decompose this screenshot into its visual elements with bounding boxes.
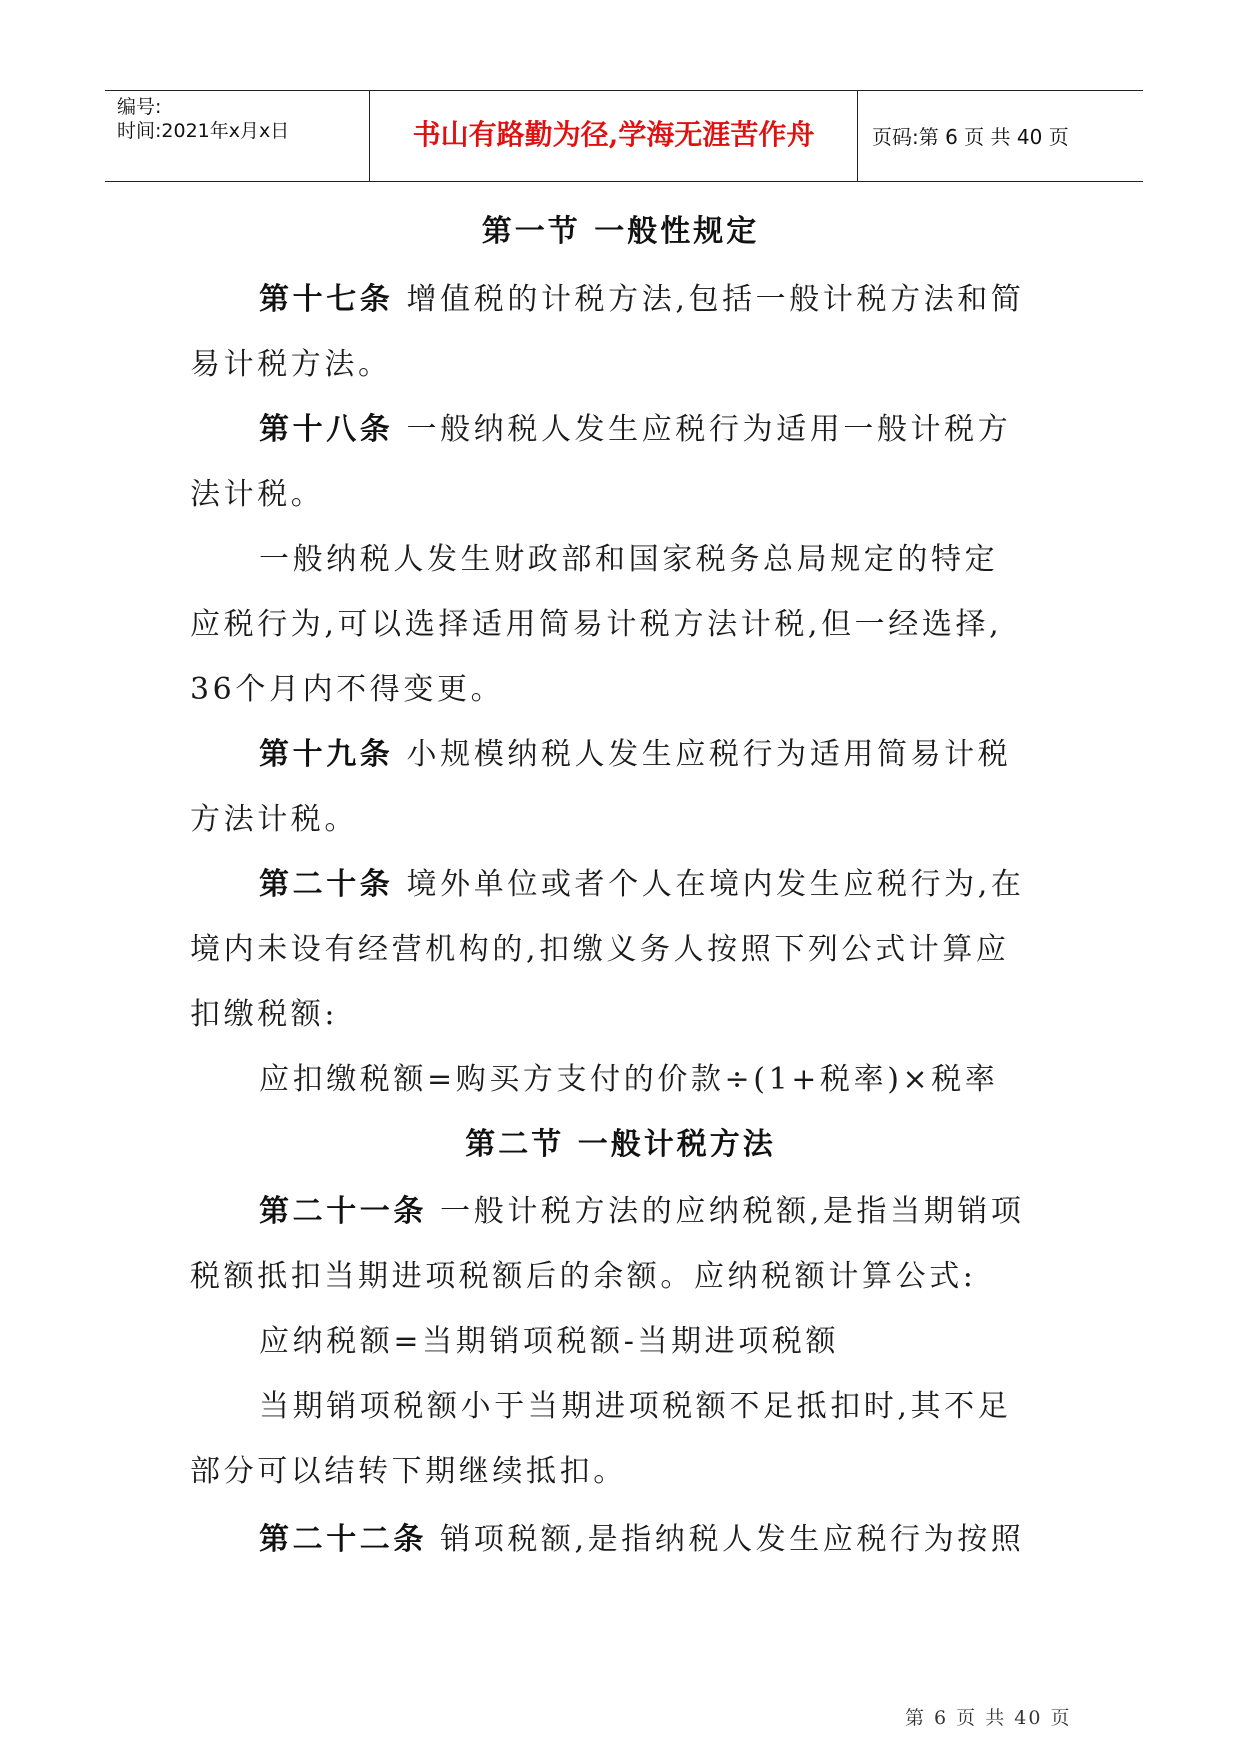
page-footer: 第 6 页 共 40 页	[905, 1707, 1072, 1729]
article-17-label: 第十七条	[259, 282, 394, 317]
article-20-line-1	[259, 865, 1024, 905]
article-17-text-1: 增值税的计税方法,包括一般计税方法和简	[393, 282, 1025, 317]
article-22-text-1: 销项税额,是指纳税人发生应税行为按照	[427, 1522, 1025, 1557]
article-20-label: 第二十条	[259, 867, 394, 902]
article-21-line-1	[259, 1192, 1024, 1232]
article-21-line-2: 税额抵扣当期进项税额后的余额。应纳税额计算公式:	[190, 1259, 977, 1294]
article-17-line-1	[259, 280, 1024, 320]
section-title-general-method: 第二节 一般计税方法	[465, 1127, 776, 1162]
article-20-line-3: 扣缴税额:	[190, 997, 339, 1032]
header-left-cell	[105, 91, 370, 181]
article-18-line-2: 法计税。	[190, 477, 325, 512]
article-21-text-1: 一般计税方法的应纳税额,是指当期销项	[427, 1194, 1025, 1229]
article-20-formula: 应扣缴税额=购买方支付的价款÷(1+税率)×税率	[259, 1062, 999, 1097]
article-22-line-1	[259, 1520, 1024, 1560]
document-header	[105, 90, 1143, 182]
article-19-line-1	[259, 735, 1011, 775]
document-number-label: 编号:	[117, 96, 162, 118]
article-18-para-2-line-2: 应税行为,可以选择适用简易计税方法计税,但一经选择,	[190, 607, 1003, 642]
header-page-cell	[858, 91, 1143, 181]
article-21-para-2-line-2: 部分可以结转下期继续抵扣。	[190, 1454, 627, 1489]
header-page-label: 页码:第 6 页 共 40 页	[872, 125, 1069, 149]
article-20-line-2: 境内未设有经营机构的,扣缴义务人按照下列公式计算应	[190, 932, 1010, 967]
article-18-para-2-line-3: 36个月内不得变更。	[190, 672, 505, 707]
article-21-formula: 应纳税额=当期销项税额-当期进项税额	[259, 1324, 840, 1359]
article-18-label: 第十八条	[259, 412, 394, 447]
article-19-text-1: 小规模纳税人发生应税行为适用简易计税	[393, 737, 1012, 772]
article-21-para-2-line-1: 当期销项税额小于当期进项税额不足抵扣时,其不足	[259, 1389, 1012, 1424]
article-21-label: 第二十一条	[259, 1194, 427, 1229]
article-19-line-2: 方法计税。	[190, 802, 358, 837]
article-17-line-2: 易计税方法。	[190, 347, 392, 382]
article-20-text-1: 境外单位或者个人在境内发生应税行为,在	[393, 867, 1025, 902]
header-motto-cell	[370, 91, 858, 181]
header-motto: 书山有路勤为径,学海无涯苦作舟	[412, 118, 815, 151]
article-22-label: 第二十二条	[259, 1522, 427, 1557]
article-18-text-1: 一般纳税人发生应税行为适用一般计税方	[393, 412, 1012, 447]
article-18-line-1	[259, 410, 1011, 450]
document-time-label: 时间:2021年x月x日	[117, 120, 290, 142]
section-title-general: 第一节 一般性规定	[481, 214, 760, 249]
article-19-label: 第十九条	[259, 737, 394, 772]
article-18-para-2-line-1: 一般纳税人发生财政部和国家税务总局规定的特定	[259, 542, 999, 577]
